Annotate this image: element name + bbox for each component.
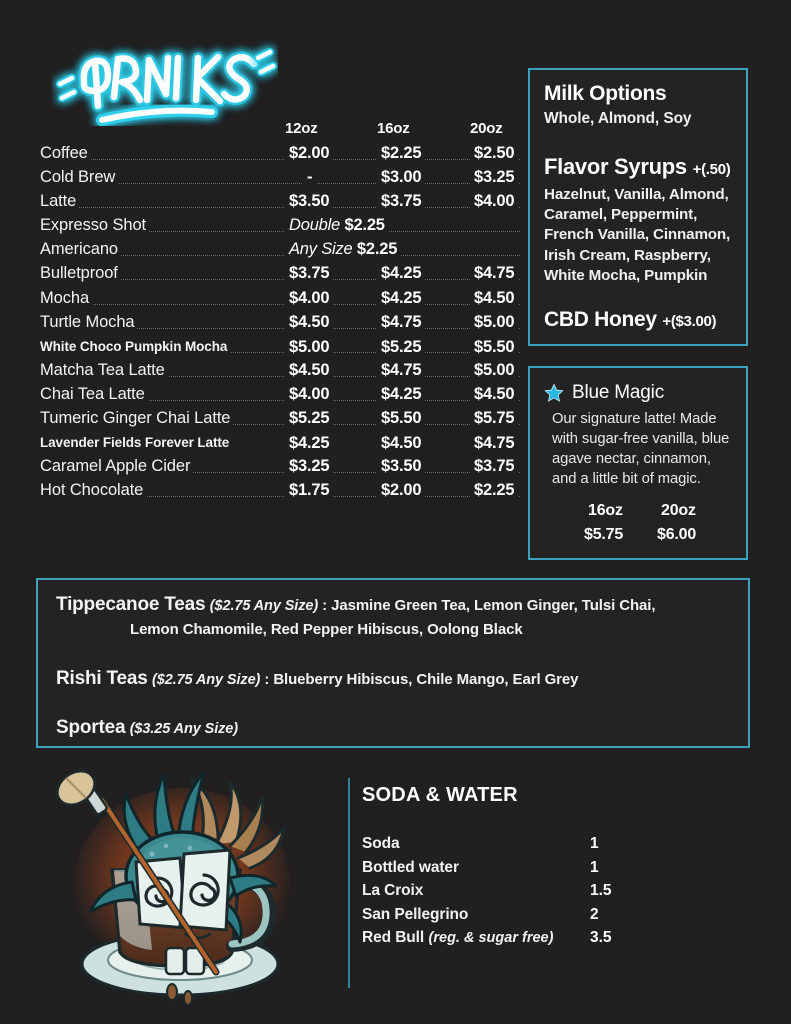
- drink-price: $5.25: [285, 409, 333, 428]
- soda-water-divider: [348, 778, 350, 988]
- drink-name: Americano: [40, 240, 121, 259]
- column-header-16oz: 16oz: [377, 120, 410, 137]
- drink-price: $4.00: [470, 192, 518, 211]
- soda-water-row: [362, 835, 662, 859]
- drink-price: $4.50: [470, 289, 518, 308]
- soda-water-label: Red Bull: [362, 929, 425, 946]
- drink-price: $2.00: [377, 481, 425, 500]
- drink-price: $4.00: [285, 289, 333, 308]
- soda-water-price: 1.5: [590, 882, 612, 899]
- drink-row: [40, 361, 520, 385]
- drink-row: [40, 337, 520, 361]
- drink-name: Turtle Mocha: [40, 313, 137, 332]
- drink-price: $4.75: [470, 264, 518, 283]
- drink-price: $4.50: [377, 434, 425, 453]
- drink-price: $4.25: [285, 434, 333, 453]
- tea-group-rishi: [56, 668, 578, 690]
- milk-options-title: Milk Options: [544, 82, 667, 105]
- drink-price: $5.50: [470, 338, 518, 357]
- column-header-20oz: 20oz: [470, 120, 503, 137]
- drink-price: $4.25: [377, 385, 425, 404]
- tea-group-tippecanoe: [56, 594, 655, 638]
- blue-magic-title: Blue Magic: [572, 382, 664, 403]
- tea-separator-tippecanoe: :: [318, 597, 332, 614]
- drink-price: $4.75: [377, 361, 425, 380]
- drink-span-price: [285, 216, 389, 235]
- tea-price-rishi: ($2.75 Any Size): [152, 672, 261, 688]
- drink-name: Bulletproof: [40, 264, 121, 283]
- soda-water-label: Bottled water: [362, 858, 459, 876]
- drink-name: Tumeric Ginger Chai Latte: [40, 409, 233, 428]
- soda-water-price: 2: [590, 905, 599, 923]
- drink-price: $2.00: [285, 144, 333, 163]
- tea-items-rishi: Blueberry Hibiscus, Chile Mango, Earl Grey: [273, 671, 579, 688]
- drink-price: $3.75: [470, 457, 518, 476]
- drink-row: [40, 240, 520, 264]
- drink-price: $5.75: [470, 409, 518, 428]
- drink-price: $2.50: [470, 144, 518, 163]
- drink-price: $5.50: [377, 409, 425, 428]
- cbd-honey-upcharge: +($3.00): [662, 313, 717, 331]
- drink-name: Chai Tea Latte: [40, 385, 148, 404]
- octopus-in-coffee-mug-illustration: [40, 766, 335, 1014]
- drink-row: [40, 168, 520, 192]
- blue-magic-price-20oz: $6.00: [657, 525, 697, 543]
- drink-price: $4.25: [377, 289, 425, 308]
- drink-row: [40, 481, 520, 505]
- soda-water-label: San Pellegrino: [362, 905, 469, 923]
- drink-name: Mocha: [40, 289, 92, 308]
- drink-name: Coffee: [40, 144, 91, 163]
- teas-box: [36, 578, 750, 748]
- drink-price: $2.25: [377, 144, 425, 163]
- flavor-syrups-upcharge: +(.50): [692, 161, 731, 178]
- drink-price: $5.25: [377, 338, 425, 357]
- drink-price: $3.25: [470, 168, 518, 187]
- drink-price: $3.50: [377, 457, 425, 476]
- blue-magic-pricing: [584, 501, 732, 548]
- drink-price: $4.50: [285, 361, 333, 380]
- drink-name: Expresso Shot: [40, 216, 149, 235]
- tea-price-tippecanoe: ($2.75 Any Size): [209, 598, 319, 614]
- cbd-honey-label: CBD Honey: [544, 308, 657, 332]
- drink-row: [40, 409, 520, 433]
- drink-row: [40, 457, 520, 481]
- drink-name: Caramel Apple Cider: [40, 457, 193, 476]
- drink-row: [40, 385, 520, 409]
- drink-span-label: Any Size: [289, 240, 353, 259]
- drink-span-amount: $2.25: [344, 216, 385, 235]
- soda-water-row: [362, 882, 662, 906]
- drink-name: Hot Chocolate: [40, 481, 146, 500]
- flavor-syrups-label: Flavor Syrups: [544, 154, 687, 179]
- drink-row: [40, 264, 520, 288]
- drink-row: [40, 144, 520, 168]
- drink-row: [40, 289, 520, 313]
- blue-magic-header: [544, 382, 732, 404]
- drink-price: -: [303, 168, 316, 187]
- milk-options-list: Whole, Almond, Soy: [544, 110, 692, 127]
- soda-water-row: [362, 906, 662, 930]
- drink-price: $5.00: [470, 313, 518, 332]
- tea-name-rishi: Rishi Teas: [56, 668, 148, 689]
- tea-group-sportea: [56, 717, 238, 739]
- drink-row: [40, 313, 520, 337]
- drink-price: $1.75: [285, 481, 333, 500]
- drink-price: $4.75: [470, 434, 518, 453]
- drinks-table-header: [40, 120, 520, 144]
- drink-name: Cold Brew: [40, 168, 118, 187]
- leader-dots: [40, 159, 520, 160]
- drink-price: $4.50: [470, 385, 518, 404]
- tea-name-sportea: Sportea: [56, 717, 126, 738]
- drink-price: $4.50: [285, 313, 333, 332]
- drink-price: $3.50: [285, 192, 333, 211]
- soda-water-price: 1: [590, 835, 599, 852]
- tea-separator-rishi: :: [260, 671, 274, 688]
- column-header-12oz: 12oz: [285, 120, 318, 137]
- drink-price: $4.25: [377, 264, 425, 283]
- soda-water-title: SODA & WATER: [362, 784, 518, 806]
- leader-dots: [40, 304, 520, 305]
- flavor-syrups-list: Hazelnut, Vanilla, Almond, Caramel, Peppermint, French Vanilla, Cinnamon, Irish Cream, Raspberry, White Mocha, Pumpkin: [544, 186, 731, 284]
- soda-water-section: [362, 784, 662, 953]
- blue-magic-size-16oz: 16oz: [588, 501, 623, 519]
- soda-water-row: [362, 929, 662, 953]
- tea-items-tippecanoe-cont: Lemon Chamomile, Red Pepper Hibiscus, Oolong Black: [130, 621, 523, 638]
- drink-price: $5.00: [285, 338, 333, 357]
- drink-price: $3.75: [285, 264, 333, 283]
- drink-span-amount: $2.25: [356, 240, 398, 259]
- soda-water-label: La Croix: [362, 882, 424, 899]
- drinks-logo: [48, 28, 278, 130]
- tea-items-tippecanoe: Jasmine Green Tea, Lemon Ginger, Tulsi Chai,: [331, 597, 656, 614]
- drink-row: [40, 216, 520, 240]
- flavor-syrups-title: [544, 154, 732, 180]
- soda-water-label: Soda: [362, 835, 400, 852]
- drink-price: $4.75: [377, 313, 425, 332]
- drink-row: [40, 433, 520, 457]
- drink-price: $4.00: [285, 385, 333, 404]
- drink-price: $2.25: [470, 481, 518, 500]
- star-icon: [544, 383, 564, 403]
- blue-magic-box: [528, 366, 748, 560]
- milk-options-box: [528, 68, 748, 346]
- blue-magic-description: Our signature latte! Made with sugar-free vanilla, blue agave nectar, cinnamon, and a little bit of magic.: [552, 411, 730, 487]
- drink-name: Lavender Fields Forever Latte: [40, 435, 232, 450]
- drink-name: White Choco Pumpkin Mocha: [40, 339, 230, 354]
- leader-dots: [40, 207, 520, 208]
- drink-name: Matcha Tea Latte: [40, 361, 168, 380]
- soda-water-row: [362, 859, 662, 883]
- drink-span-price: [285, 240, 401, 259]
- blue-magic-price-16oz: $5.75: [584, 525, 624, 543]
- drink-price: $3.25: [285, 457, 333, 476]
- drinks-price-table: [40, 120, 520, 505]
- drink-price: $5.00: [470, 361, 518, 380]
- drink-span-label: Double: [289, 216, 341, 235]
- soda-water-price: 3.5: [590, 929, 612, 946]
- drink-price: $3.75: [377, 192, 425, 211]
- tea-name-tippecanoe: Tippecanoe Teas: [56, 594, 206, 615]
- drink-name: Latte: [40, 192, 79, 211]
- drink-price: $3.00: [377, 168, 425, 187]
- soda-water-note: (reg. & sugar free): [428, 930, 554, 946]
- tea-price-sportea: ($3.25 Any Size): [129, 721, 238, 737]
- soda-water-price: 1: [590, 858, 599, 876]
- blue-magic-size-20oz: 20oz: [661, 501, 696, 519]
- cbd-honey-title: [544, 308, 732, 332]
- drink-row: [40, 192, 520, 216]
